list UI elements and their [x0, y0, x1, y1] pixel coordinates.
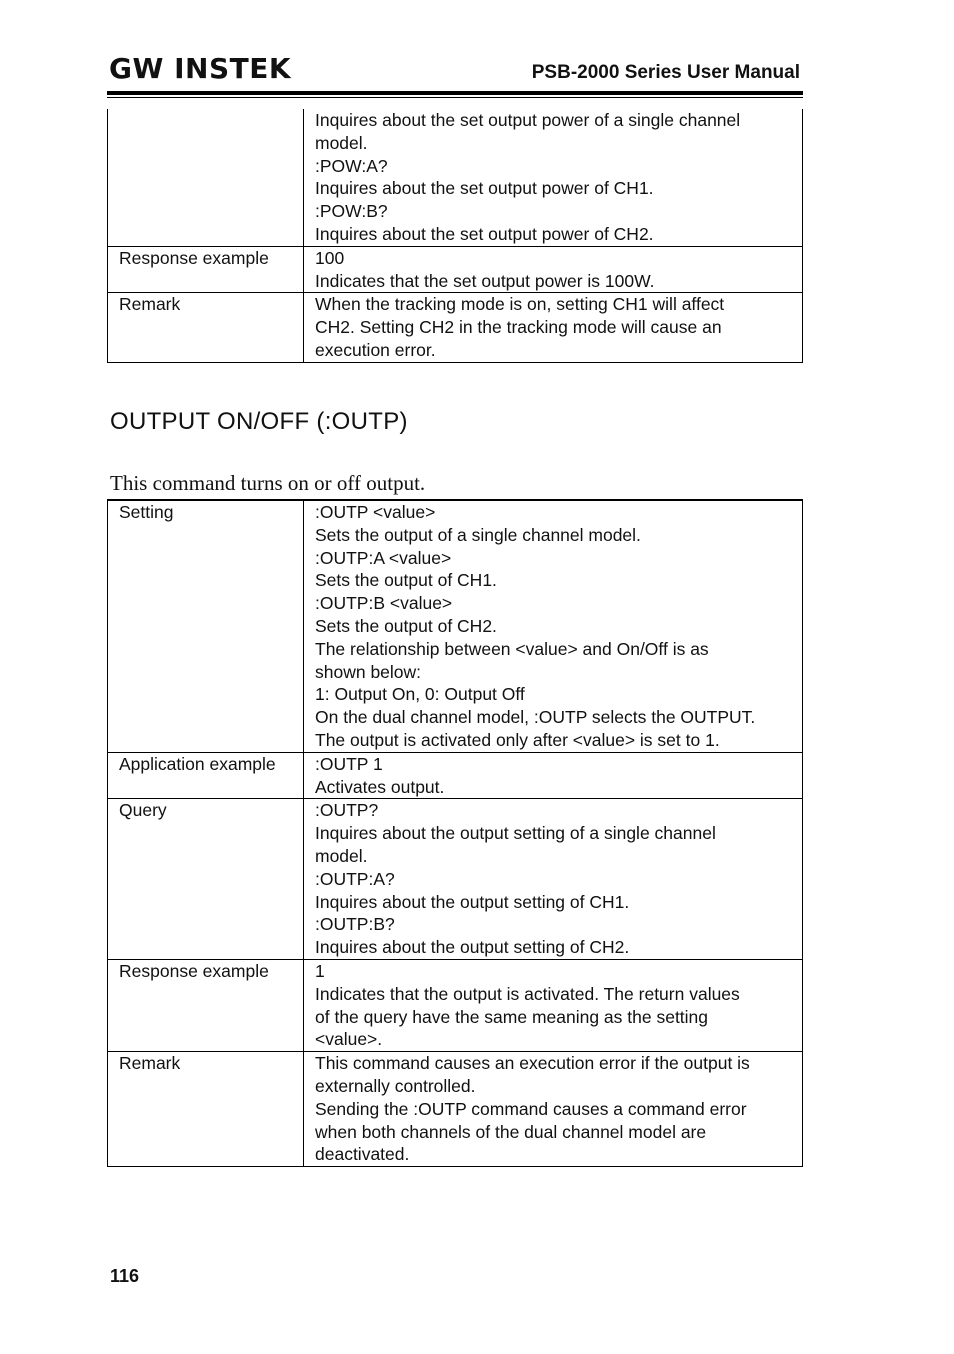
header-rule-thin [107, 97, 803, 98]
row-key: Remark [108, 1052, 304, 1167]
table-row [108, 1052, 803, 1167]
row-key: Setting [108, 500, 304, 752]
row-key: Response example [108, 246, 304, 293]
manual-title: PSB-2000 Series User Manual [531, 62, 800, 83]
row-value: Inquires about the set output power of a single channel model. :POW:A? Inquires about the set output power of CH1. :POW:B? Inquires about the set output power of CH2. [304, 109, 803, 246]
table-row [108, 109, 803, 246]
row-key: Remark [108, 293, 304, 362]
table-row [108, 246, 803, 293]
row-key: Application example [108, 752, 304, 799]
table-row [108, 500, 803, 752]
header-rule-thick [107, 91, 803, 95]
row-value: :OUTP? Inquires about the output setting of a single channel model. :OUTP:A? Inquires about the output setting of CH1. :OUTP:B? Inquires about the output setting of CH2. [304, 799, 803, 960]
row-value: 100 Indicates that the set output power is 100W. [304, 246, 803, 293]
row-key: Query [108, 799, 304, 960]
row-value: :OUTP 1 Activates output. [304, 752, 803, 799]
row-key: Response example [108, 959, 304, 1051]
table-row [108, 752, 803, 799]
section-title: OUTPUT ON/OFF (:OUTP) [110, 408, 408, 435]
table-row [108, 959, 803, 1051]
brand-logo: GW INSTEK [109, 52, 292, 85]
row-value: When the tracking mode is on, setting CH1 will affect CH2. Setting CH2 in the tracking mode will cause an execution error. [304, 293, 803, 362]
row-value: :OUTP <value> Sets the output of a single channel model. :OUTP:A <value> Sets the output of CH1. :OUTP:B <value> Sets the output of CH2. The relationship between <value> and On/Off is as shown below: 1: Output On, 0: Output Off On the dual channel model, :OUTP selects the OUTPUT. The output is activated only after <value> is set to 1. [304, 500, 803, 752]
page-number: 116 [110, 1266, 140, 1286]
row-key [108, 109, 304, 246]
section-intro: This command turns on or off output. [110, 471, 426, 495]
table-row [108, 799, 803, 960]
outp-command-table [107, 499, 803, 1167]
power-query-table [107, 109, 803, 363]
row-value: 1 Indicates that the output is activated. The return values of the query have the same meaning as the setting <value>. [304, 959, 803, 1051]
page-header [107, 54, 803, 100]
row-value: This command causes an execution error if the output is externally controlled. Sending the :OUTP command causes a command error when both channels of the dual channel model are deactivated. [304, 1052, 803, 1167]
table-row [108, 293, 803, 362]
